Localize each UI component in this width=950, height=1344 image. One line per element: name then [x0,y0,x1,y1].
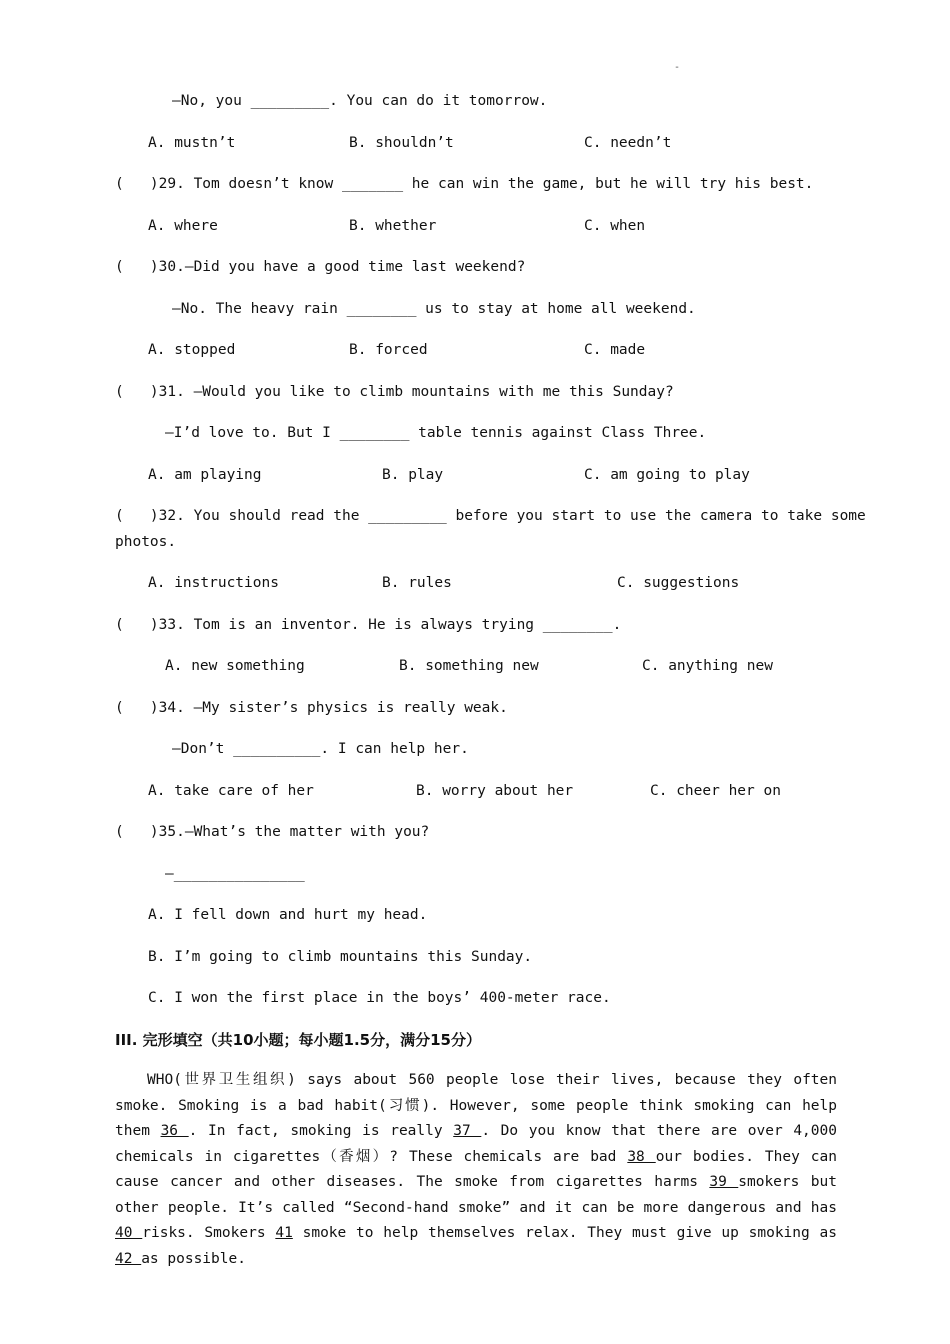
q32-option-a: A. instructions [148,575,279,591]
q30-option-b: B. forced [349,342,428,358]
q35-option-c: C. I won the first place in the boys’ 400-meter race. [148,990,611,1006]
passage-text: . Do you know that there are over 4,000 chemicals in cigarettes（香烟）? These chemicals are bad [115,1123,837,1165]
q29-option-c: C. when [584,218,646,234]
blank-37: 37 [453,1123,482,1139]
passage-text: as possible. [141,1250,246,1267]
blank-38: 38 [627,1148,656,1165]
blank-36: 36 [160,1123,189,1139]
q32-stem-continued: photos. [115,534,177,550]
q33-option-a: A. new something [165,658,305,674]
q32-stem: ( )32. You should read the _________ before you start to use the camera to take some [115,508,866,524]
passage-text: smokers but other people. It’s called “Second-hand smoke” and it can be more dangerous and has [115,1174,837,1216]
q35-stem: ( )35.—What’s the matter with you? [115,824,430,840]
blank-40: 40 [115,1225,143,1241]
q31-answer-line: —I’d love to. But I ________ table tennis against Class Three. [165,425,707,441]
passage-text: WHO(世界卫生组织) says about 560 people lose their lives, because they often smoke. Smoking is a bad habit(习惯). However, some people think smoking can help them [115,1072,837,1139]
q31-option-c: C. am going to play [584,467,750,483]
q34-answer-line: —Don’t __________. I can help her. [172,741,469,757]
q29-stem: ( )29. Tom doesn’t know _______ he can win the game, but he will try his best. [115,176,814,192]
q30-option-c: C. made [584,342,646,358]
passage-text: smoke to help themselves relax. They must give up smoking as [292,1225,838,1241]
section-title: III. 完形填空（共10小题；每小题1.5分，满分15分） [115,1031,481,1049]
q28-option-c: C. needn’t [584,135,672,151]
q30-answer-line: —No. The heavy rain ________ us to stay at home all weekend. [172,301,696,317]
q34-option-b: B. worry about her [416,783,574,799]
page-mark: - [674,62,681,73]
cloze-passage [115,1068,837,1272]
q29-option-b: B. whether [349,218,437,234]
q30-stem: ( )30.—Did you have a good time last weekend? [115,259,526,275]
q31-stem: ( )31. —Would you like to climb mountains with me this Sunday? [115,384,674,400]
q31-option-a: A. am playing [148,467,262,483]
passage-text: risks. Smokers [142,1225,276,1241]
q28-option-a: A. mustn’t [148,135,236,151]
q31-option-b: B. play [382,467,444,483]
passage-text: . In fact, smoking is really [188,1123,454,1139]
q32-option-c: C. suggestions [617,575,740,591]
q35-option-b: B. I’m going to climb mountains this Sunday. [148,949,533,965]
passage-text: our bodies. They can cause cancer and other diseases. The smoke from cigarettes harms [115,1148,837,1190]
q30-option-a: A. stopped [148,342,236,358]
q34-stem: ( )34. —My sister’s physics is really weak. [115,700,508,716]
q28-option-b: B. shouldn’t [349,135,454,151]
q28-answer-line: —No, you _________. You can do it tomorrow. [172,93,548,109]
q35-answer-line: —_______________ [165,866,305,882]
q35-option-a: A. I fell down and hurt my head. [148,907,428,923]
blank-39: 39 [709,1174,739,1190]
q33-option-b: B. something new [399,658,539,674]
q33-stem: ( )33. Tom is an inventor. He is always trying ________. [115,617,622,633]
q33-option-c: C. anything new [642,658,773,674]
blank-41: 41 [275,1225,293,1241]
q29-option-a: A. where [148,218,218,234]
q32-option-b: B. rules [382,575,452,591]
q34-option-a: A. take care of her [148,783,314,799]
blank-42: 42 [115,1250,142,1267]
q34-option-c: C. cheer her on [650,783,781,799]
